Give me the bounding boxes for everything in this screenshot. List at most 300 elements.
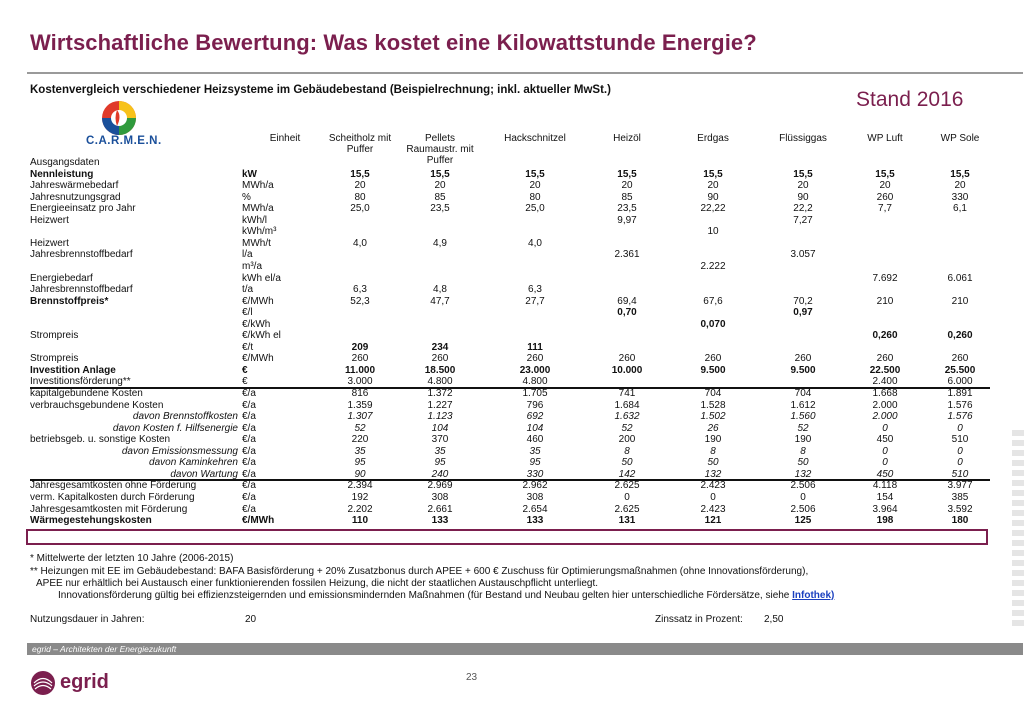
row-unit: kWh/l <box>242 214 267 226</box>
sheet-title: Kostenvergleich verschiedener Heizsysteme im Gebäudebestand (Beispielrechnung; inkl. aktueller MwSt.) <box>30 84 611 96</box>
nutzungsdauer-label: Nutzungsdauer in Jahren: <box>30 614 145 625</box>
table-cell: 190 <box>794 434 812 446</box>
row-label: davon Wartung <box>170 468 238 480</box>
table-cell: 20 <box>354 180 366 192</box>
table-cell: 15,5 <box>525 168 545 180</box>
carmen-logo-text: C.A.R.M.E.N. <box>86 135 162 147</box>
table-cell: 8 <box>800 445 806 457</box>
row-unit: €/a <box>242 491 256 503</box>
column-header: Pellets Raumaustr. mit Puffer <box>406 133 474 166</box>
table-row <box>30 446 990 458</box>
table-cell: 15,5 <box>793 168 813 180</box>
stand-label: Stand 2016 <box>856 88 964 111</box>
row-unit: €/a <box>242 422 256 434</box>
table-cell: 90 <box>797 191 809 203</box>
footer-bar <box>27 643 1023 655</box>
table-cell: 15,5 <box>350 168 370 180</box>
table-cell: 85 <box>621 191 633 203</box>
table-row <box>30 157 990 169</box>
table-cell: 67,6 <box>703 295 723 307</box>
table-cell: 80 <box>354 191 366 203</box>
table-row <box>30 434 990 446</box>
table-cell: 8 <box>624 445 630 457</box>
table-cell: 450 <box>876 468 894 480</box>
table-cell: 4,0 <box>528 237 542 249</box>
row-label: Jahresgesamtkosten mit Förderung <box>30 503 188 515</box>
table-cell: 1.502 <box>700 411 726 423</box>
table-cell: 15,5 <box>430 168 450 180</box>
row-unit: €/a <box>242 434 256 446</box>
table-row <box>30 238 990 250</box>
table-cell: 1.560 <box>790 411 816 423</box>
table-cell: 9,97 <box>617 214 637 226</box>
row-label: verm. Kapitalkosten durch Förderung <box>30 491 195 503</box>
table-row <box>30 342 990 354</box>
table-cell: 0 <box>957 445 963 457</box>
table-cell: 52 <box>797 422 809 434</box>
table-cell: 240 <box>431 468 449 480</box>
table-cell: 121 <box>704 515 722 527</box>
table-cell: 260 <box>526 353 544 365</box>
table-cell: 85 <box>434 191 446 203</box>
table-cell: 20 <box>707 180 719 192</box>
table-cell: 95 <box>529 457 541 469</box>
row-unit: €/MWh <box>242 353 274 365</box>
table-cell: 460 <box>526 434 544 446</box>
table-cell: 260 <box>351 353 369 365</box>
row-unit: €/a <box>242 445 256 457</box>
table-cell: 2.000 <box>872 399 898 411</box>
table-cell: 1.528 <box>700 399 726 411</box>
table-cell: 1.632 <box>614 411 640 423</box>
page-number: 23 <box>466 672 478 683</box>
table-cell: 450 <box>876 434 894 446</box>
table-cell: 70,2 <box>793 295 813 307</box>
table-cell: 260 <box>704 353 722 365</box>
table-cell: 25,0 <box>525 203 545 215</box>
table-cell: 6.061 <box>947 272 973 284</box>
row-label: Investitionsförderung** <box>30 376 131 388</box>
table-cell: 0 <box>624 491 630 503</box>
highlight-box <box>26 529 988 545</box>
row-label: Strompreis <box>30 353 79 365</box>
table-cell: 20 <box>434 180 446 192</box>
table-cell: 1.359 <box>347 399 373 411</box>
table-row <box>30 423 990 435</box>
table-cell: 2.625 <box>614 480 640 492</box>
table-cell: 1.684 <box>614 399 640 411</box>
table-cell: 18.500 <box>424 364 456 376</box>
table-cell: 15,5 <box>875 168 895 180</box>
column-header: Scheitholz mit Puffer <box>328 133 392 155</box>
table-cell: 25.500 <box>944 364 976 376</box>
table-cell: 52 <box>621 422 633 434</box>
table-row <box>30 400 990 412</box>
table-row <box>30 192 990 204</box>
table-cell: 0 <box>882 422 888 434</box>
row-unit: €/a <box>242 503 256 515</box>
table-cell: 6,1 <box>953 203 967 215</box>
table-row <box>30 261 990 273</box>
table-cell: 7,27 <box>793 214 813 226</box>
table-row <box>30 504 990 516</box>
infothek-link[interactable]: Infothek) <box>792 590 835 601</box>
table-cell: 4.800 <box>522 376 548 388</box>
table-cell: 142 <box>618 468 636 480</box>
table-cell: 35 <box>434 445 446 457</box>
table-cell: 2.394 <box>347 480 373 492</box>
column-header: WP Luft <box>867 133 903 144</box>
row-unit: kWh el/a <box>242 272 281 284</box>
table-cell: 260 <box>431 353 449 365</box>
row-label: Investition Anlage <box>30 364 116 376</box>
row-unit: €/a <box>242 411 256 423</box>
table-cell: 2.361 <box>614 249 640 261</box>
row-unit: kW <box>242 168 257 180</box>
table-cell: 2.222 <box>700 260 726 272</box>
row-unit: €/t <box>242 341 254 353</box>
table-cell: 198 <box>876 515 894 527</box>
table-cell: 180 <box>951 515 969 527</box>
table-cell: 0 <box>710 491 716 503</box>
slide-title: Wirtschaftliche Bewertung: Was kostet eine Kilowattstunde Energie? <box>30 30 757 55</box>
table-cell: 1.668 <box>872 388 898 399</box>
table-cell: 26 <box>707 422 719 434</box>
footnote-3: APEE nur erhältlich bei Austausch einer funktionierenden fossilen Heizung, die nicht der staatlichen Austauschpflicht unterliegt. <box>36 578 599 589</box>
table-row <box>30 296 990 308</box>
footer-text: egrid – Architekten der Energiezukunft <box>32 644 177 654</box>
title-divider <box>27 72 1023 74</box>
row-label: Wärmegestehungskosten <box>30 515 152 527</box>
table-row <box>30 249 990 261</box>
table-cell: 11.000 <box>344 364 376 376</box>
table-cell: 50 <box>797 457 809 469</box>
table-cell: 0,260 <box>872 330 898 342</box>
row-unit: €/a <box>242 399 256 411</box>
footnote-2: ** Heizungen mit EE im Gebäudebestand: BAFA Basisförderung + 20% Zusatzbonus durch APEE + 600 € Zuschuss für Optimierungsmaßnahmen (ohne Innovationsförderung), <box>30 566 809 577</box>
table-cell: 308 <box>431 491 449 503</box>
table-cell: 20 <box>954 180 966 192</box>
row-unit: €/l <box>242 307 253 319</box>
table-cell: 1.576 <box>947 399 973 411</box>
footnote-1: * Mittelwerte der letzten 10 Jahre (2006-2015) <box>30 553 234 564</box>
table-cell: 1.705 <box>522 388 548 399</box>
row-unit: kWh/m³ <box>242 226 277 238</box>
nutzungsdauer-value: 20 <box>245 614 257 625</box>
table-cell: 125 <box>794 515 812 527</box>
row-label: davon Kosten f. Hilfsenergie <box>112 422 238 434</box>
table-row <box>30 480 990 492</box>
row-unit: €/MWh <box>242 295 274 307</box>
row-unit: MWh/a <box>242 203 274 215</box>
table-cell: 2.423 <box>700 480 726 492</box>
table-cell: 385 <box>951 491 969 503</box>
egrid-brand: egrid <box>60 671 109 693</box>
table-cell: 796 <box>526 399 544 411</box>
row-label: Jahresnutzungsgrad <box>30 191 121 203</box>
table-cell: 15,5 <box>617 168 637 180</box>
table-cell: 27,7 <box>525 295 545 307</box>
column-header: Erdgas <box>697 133 729 144</box>
table-cell: 90 <box>354 468 366 480</box>
table-cell: 260 <box>618 353 636 365</box>
zinssatz-label: Zinssatz in Prozent: <box>655 614 743 625</box>
row-label: Energieeinsatz pro Jahr <box>30 203 136 215</box>
table-cell: 132 <box>704 468 722 480</box>
table-cell: 110 <box>351 515 369 527</box>
carmen-logo-icon <box>86 98 196 138</box>
table-cell: 0,260 <box>947 330 973 342</box>
table-cell: 4.118 <box>872 480 898 492</box>
row-label: davon Brennstoffkosten <box>132 411 238 423</box>
table-cell: 1.612 <box>790 399 816 411</box>
table-cell: 210 <box>951 295 969 307</box>
table-cell: 90 <box>707 191 719 203</box>
table-row <box>30 319 990 331</box>
table-cell: 104 <box>526 422 544 434</box>
table-cell: 8 <box>710 445 716 457</box>
row-unit: €/kWh <box>242 318 271 330</box>
table-cell: 80 <box>529 191 541 203</box>
table-cell: 4,9 <box>433 237 447 249</box>
table-cell: 210 <box>876 295 894 307</box>
table-cell: 133 <box>526 515 544 527</box>
table-cell: 1.891 <box>947 388 973 399</box>
table-row <box>30 388 990 400</box>
row-label: Jahresgesamtkosten ohne Förderung <box>30 480 197 492</box>
table-cell: 2.654 <box>522 503 548 515</box>
table-cell: 3.057 <box>790 249 816 261</box>
table-row <box>30 226 990 238</box>
table-cell: 2.962 <box>522 480 548 492</box>
table-cell: 20 <box>529 180 541 192</box>
table-row <box>30 284 990 296</box>
table-cell: 7.692 <box>872 272 898 284</box>
table-cell: 330 <box>951 191 969 203</box>
table-divider <box>30 479 990 481</box>
table-cell: 260 <box>876 353 894 365</box>
table-cell: 22,2 <box>793 203 813 215</box>
row-unit: €/kWh el <box>242 330 281 342</box>
table-cell: 330 <box>526 468 544 480</box>
row-unit: €/a <box>242 388 256 399</box>
row-label: Jahresbrennstoffbedarf <box>30 249 133 261</box>
table-cell: 0,70 <box>617 307 637 319</box>
table-cell: 2.506 <box>790 503 816 515</box>
table-cell: 190 <box>704 434 722 446</box>
row-label: Heizwert <box>30 237 69 249</box>
table-cell: 0,97 <box>793 307 813 319</box>
table-row <box>30 203 990 215</box>
table-cell: 308 <box>526 491 544 503</box>
table-cell: 2.400 <box>872 376 898 388</box>
table-cell: 1.227 <box>427 399 453 411</box>
table-cell: 510 <box>951 468 969 480</box>
row-unit: €/a <box>242 480 256 492</box>
table-cell: 95 <box>354 457 366 469</box>
table-cell: 154 <box>876 491 894 503</box>
column-header: WP Sole <box>940 133 980 144</box>
table-cell: 50 <box>621 457 633 469</box>
table-cell: 22.500 <box>869 364 901 376</box>
table-cell: 35 <box>354 445 366 457</box>
table-cell: 104 <box>431 422 449 434</box>
table-cell: 1.123 <box>427 411 453 423</box>
row-label: davon Emissionsmessung <box>121 445 238 457</box>
table-cell: 209 <box>351 341 369 353</box>
table-cell: 23,5 <box>430 203 450 215</box>
table-cell: 6.000 <box>947 376 973 388</box>
table-row <box>30 353 990 365</box>
table-cell: 20 <box>879 180 891 192</box>
zinssatz-value: 2,50 <box>764 614 784 625</box>
row-unit: €/a <box>242 468 256 480</box>
table-cell: 3.964 <box>872 503 898 515</box>
table-cell: 7,7 <box>878 203 892 215</box>
table-cell: 111 <box>527 341 543 353</box>
table-cell: 52 <box>354 422 366 434</box>
table-row <box>30 330 990 342</box>
row-unit: €/a <box>242 457 256 469</box>
edge-decoration <box>1012 430 1024 630</box>
row-label: Strompreis <box>30 330 79 342</box>
table-cell: 0 <box>882 445 888 457</box>
table-cell: 200 <box>618 434 636 446</box>
table-cell: 22,22 <box>700 203 726 215</box>
table-cell: 6,3 <box>528 284 542 296</box>
table-divider <box>30 387 990 389</box>
table-cell: 9.500 <box>790 364 816 376</box>
table-cell: 3.000 <box>347 376 373 388</box>
row-unit: € <box>242 376 248 388</box>
table-cell: 370 <box>431 434 449 446</box>
table-cell: 0 <box>882 457 888 469</box>
row-unit: € <box>242 364 248 376</box>
table-cell: 52,3 <box>350 295 370 307</box>
row-label: Brennstoffpreis* <box>30 295 109 307</box>
table-cell: 0,070 <box>700 318 726 330</box>
table-cell: 35 <box>529 445 541 457</box>
table-cell: 25,0 <box>350 203 370 215</box>
egrid-logo-icon <box>30 670 56 696</box>
table-cell: 260 <box>876 191 894 203</box>
table-cell: 1.307 <box>347 411 373 423</box>
table-cell: 3.592 <box>947 503 973 515</box>
row-unit: t/a <box>242 284 254 296</box>
table-cell: 0 <box>957 457 963 469</box>
row-label: davon Kaminkehren <box>149 457 238 469</box>
table-row <box>30 180 990 192</box>
table-cell: 260 <box>951 353 969 365</box>
table-cell: 692 <box>526 411 544 423</box>
table-cell: 2.202 <box>347 503 373 515</box>
column-header: Einheit <box>269 133 301 144</box>
row-unit: m³/a <box>242 260 262 272</box>
table-cell: 20 <box>621 180 633 192</box>
table-cell: 192 <box>351 491 369 503</box>
column-header: Heizöl <box>613 133 641 144</box>
table-cell: 20 <box>797 180 809 192</box>
row-label: betriebsgeb. u. sonstige Kosten <box>30 434 171 446</box>
row-label: Jahresbrennstoffbedarf <box>30 284 133 296</box>
table-cell: 23,5 <box>617 203 637 215</box>
table-cell: 132 <box>794 468 812 480</box>
row-unit: % <box>242 191 251 203</box>
row-label: Energiebedarf <box>30 272 93 284</box>
table-row <box>30 457 990 469</box>
row-unit: MWh/t <box>242 237 271 249</box>
table-cell: 3.977 <box>947 480 973 492</box>
table-cell: 133 <box>431 515 449 527</box>
table-row <box>30 307 990 319</box>
table-cell: 95 <box>434 457 446 469</box>
table-cell: 6,3 <box>353 284 367 296</box>
table-cell: 220 <box>351 434 369 446</box>
table-cell: 2.000 <box>872 411 898 423</box>
table-cell: 816 <box>351 388 369 399</box>
table-cell: 704 <box>704 388 722 399</box>
table-cell: 2.625 <box>614 503 640 515</box>
table-cell: 2.661 <box>427 503 453 515</box>
table-cell: 4.800 <box>427 376 453 388</box>
table-cell: 2.423 <box>700 503 726 515</box>
row-label: Nennleistung <box>30 168 94 180</box>
table-row <box>30 169 990 181</box>
table-cell: 15,5 <box>703 168 723 180</box>
table-cell: 10.000 <box>611 364 643 376</box>
table-cell: 2.506 <box>790 480 816 492</box>
table-cell: 131 <box>618 515 636 527</box>
column-header: Flüssiggas <box>779 133 827 144</box>
row-label: kapitalgebundene Kosten <box>30 388 143 399</box>
table-cell: 10 <box>707 226 719 238</box>
table-row <box>30 215 990 227</box>
table-cell: 1.372 <box>427 388 453 399</box>
table-row <box>30 273 990 285</box>
table-cell: 704 <box>794 388 812 399</box>
row-label: Jahreswärmebedarf <box>30 180 119 192</box>
table-cell: 15,5 <box>950 168 970 180</box>
table-cell: 0 <box>800 491 806 503</box>
table-cell: 47,7 <box>430 295 450 307</box>
table-cell: 234 <box>431 341 449 353</box>
table-cell: 4,0 <box>353 237 367 249</box>
table-row <box>30 492 990 504</box>
table-cell: 9.500 <box>700 364 726 376</box>
table-cell: 69,4 <box>617 295 637 307</box>
row-label: Ausgangsdaten <box>30 157 100 168</box>
footnote-4 <box>58 590 834 601</box>
row-unit: l/a <box>242 249 253 261</box>
table-cell: 0 <box>957 422 963 434</box>
table-row <box>30 515 990 527</box>
table-cell: 260 <box>794 353 812 365</box>
table-cell: 4,8 <box>433 284 447 296</box>
table-row <box>30 365 990 377</box>
table-cell: 50 <box>707 457 719 469</box>
table-cell: 510 <box>951 434 969 446</box>
table-cell: 1.576 <box>947 411 973 423</box>
table-row <box>30 411 990 423</box>
column-header: Hackschnitzel <box>504 133 566 144</box>
row-unit: €/MWh <box>242 515 275 527</box>
table-cell: 23.000 <box>519 364 551 376</box>
table-cell: 741 <box>618 388 636 399</box>
table-cell: 2.969 <box>427 480 453 492</box>
row-label: verbrauchsgebundene Kosten <box>30 399 164 411</box>
footnote-4-text: Innovationsförderung gültig bei effizienzsteigernden und emissionsmindernden Maßnahmen (für Bestand und Neubau gelten hier unterschiedliche Fördersätze, siehe <box>58 590 790 601</box>
row-label: Heizwert <box>30 214 69 226</box>
